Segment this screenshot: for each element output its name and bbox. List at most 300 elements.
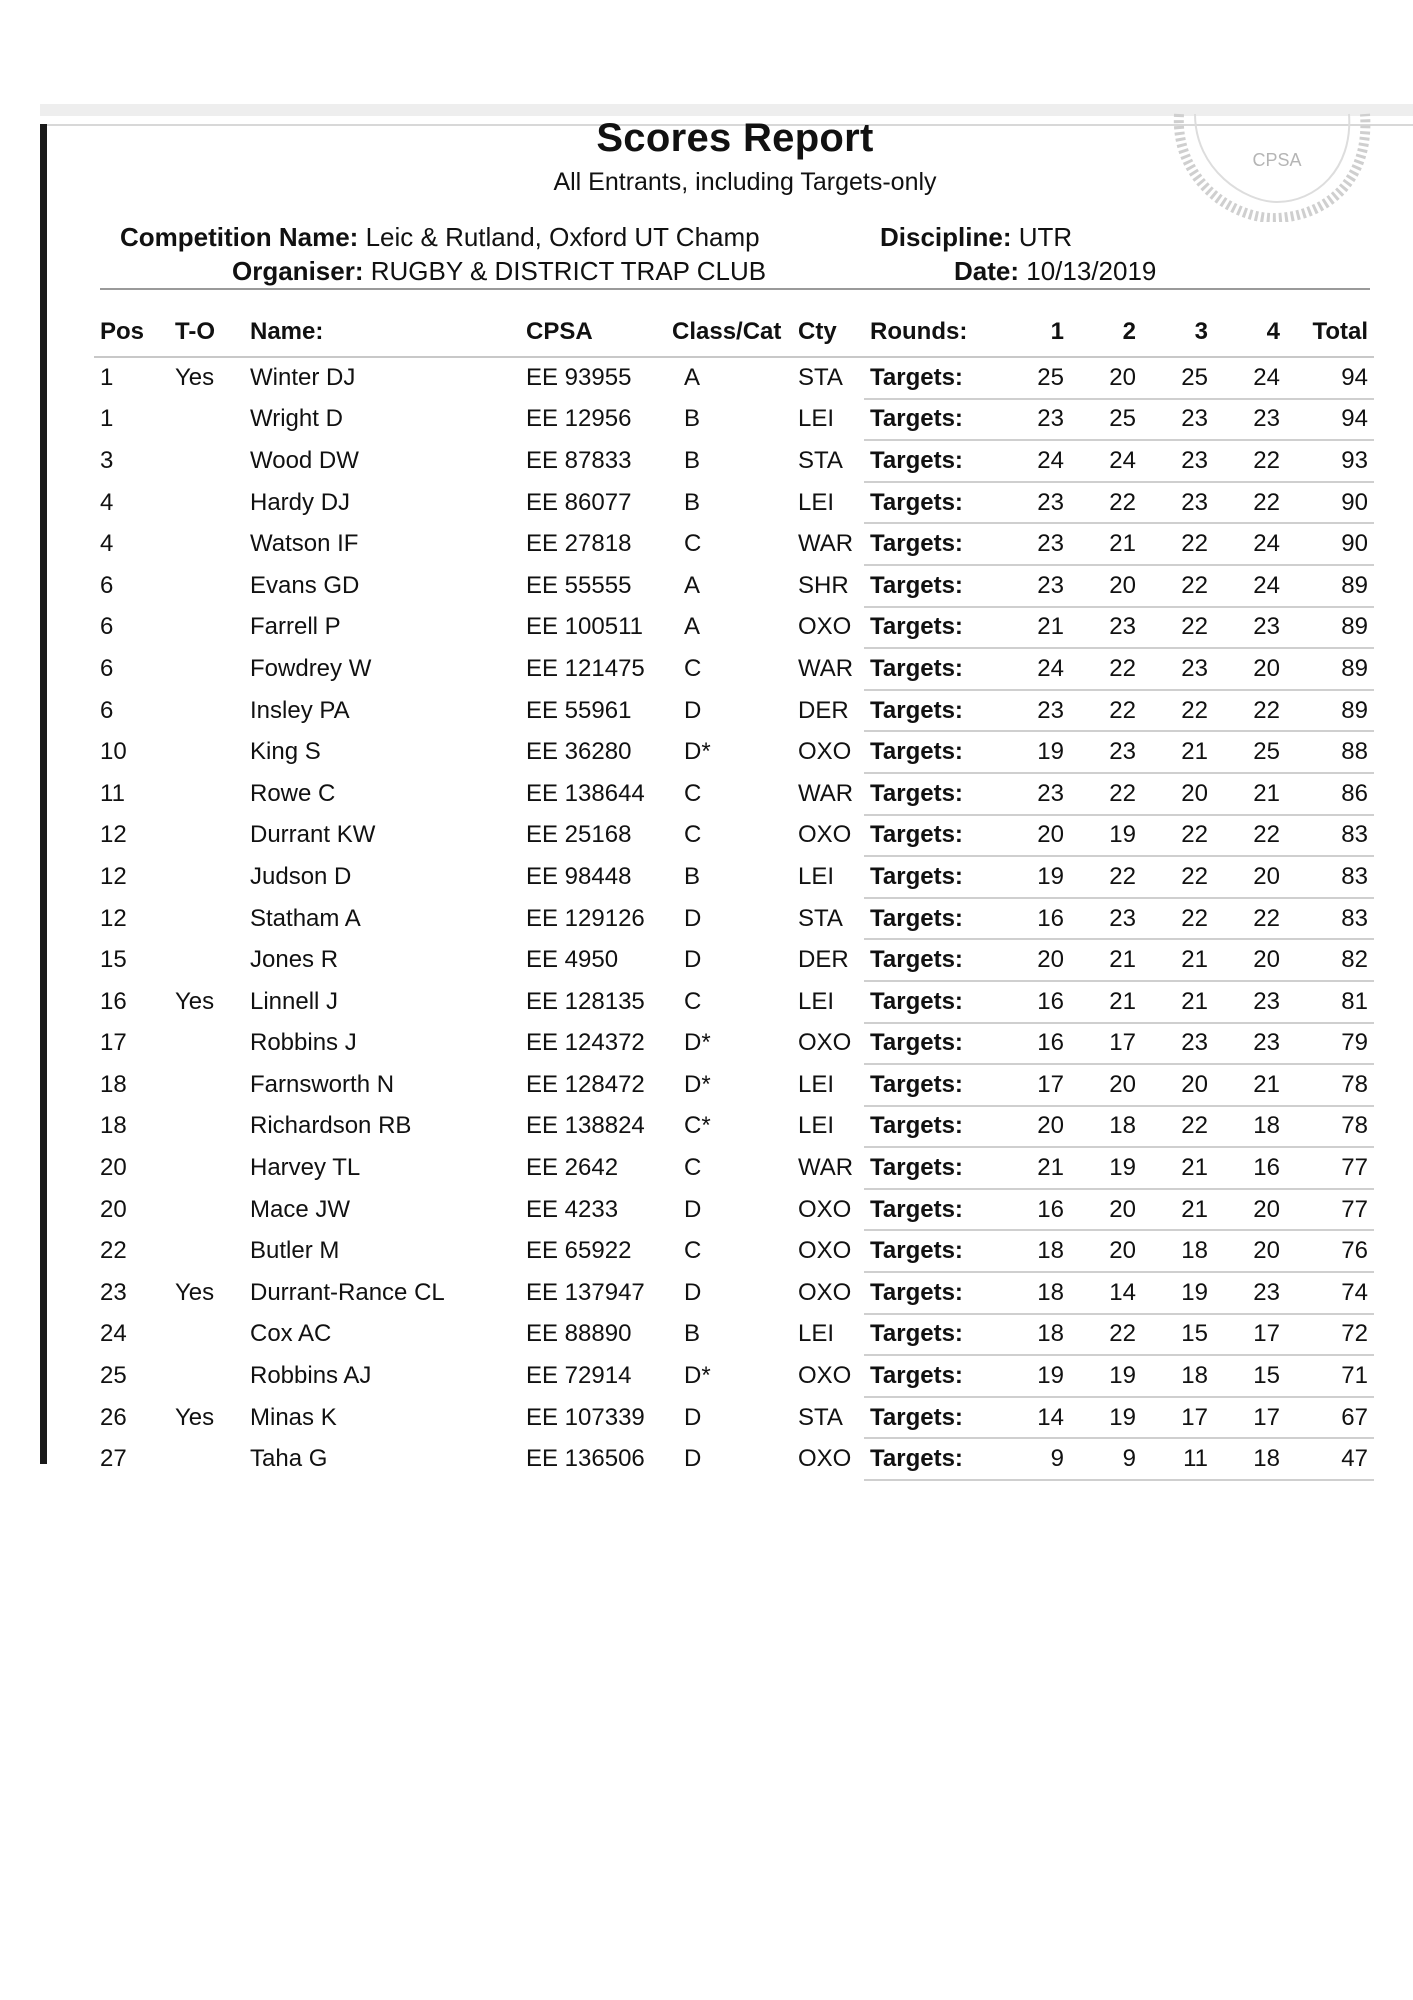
cell-cpsa: EE 65922 [526, 1237, 632, 1265]
cell-class: C [684, 530, 702, 558]
cell-class: C [684, 779, 702, 807]
cell-round-4: 17 [1214, 1314, 1286, 1356]
cell-round-3: 17 [1142, 1397, 1214, 1439]
cell-pos: 12 [100, 862, 127, 890]
table-row [94, 1438, 1374, 1480]
cell-county: OXO [798, 1195, 852, 1223]
cell-rounds-label: Targets: [864, 1189, 994, 1231]
cell-class: A [684, 571, 701, 599]
competition-name-value: Leic & Rutland, Oxford UT Champ [365, 222, 760, 252]
cell-pos: 27 [100, 1445, 127, 1473]
table-row [94, 357, 1374, 399]
cell-total: 94 [1286, 399, 1374, 441]
cell-pos: 17 [100, 1029, 127, 1057]
cell-name: Durrant-Rance CL [250, 1278, 445, 1306]
cell-round-1: 24 [994, 648, 1070, 690]
cell-round-3: 21 [1142, 731, 1214, 773]
cell-county: OXO [798, 1029, 852, 1057]
cell-pos: 25 [100, 1362, 127, 1390]
cell-round-4: 23 [1214, 1272, 1286, 1314]
cell-name: King S [250, 738, 321, 766]
cell-cpsa: EE 107339 [526, 1403, 645, 1431]
cell-pos: 18 [100, 1070, 127, 1098]
organiser-row [232, 256, 766, 287]
cell-pos: 10 [100, 738, 127, 766]
cell-round-4: 25 [1214, 731, 1286, 773]
cell-rounds-label: Targets: [864, 1147, 994, 1189]
cell-county: STA [798, 446, 843, 474]
cell-county: DER [798, 696, 849, 724]
col-header-to: T-O [169, 308, 244, 357]
cell-county: OXO [798, 1237, 852, 1265]
cell-rounds-label: Targets: [864, 1397, 994, 1439]
cell-targets-only [169, 1106, 244, 1148]
cell-pos: 1 [100, 405, 114, 433]
cell-pos: 1 [100, 364, 114, 392]
cell-class: D* [684, 1029, 711, 1057]
col-header-class: Class/Cat [666, 308, 792, 357]
cell-county: WAR [798, 779, 854, 807]
cell-targets-only [169, 939, 244, 981]
cell-round-4: 22 [1214, 898, 1286, 940]
cell-name: Farrell P [250, 613, 341, 641]
cell-total: 47 [1286, 1438, 1374, 1480]
table-row [94, 856, 1374, 898]
cell-total: 72 [1286, 1314, 1374, 1356]
cell-total: 82 [1286, 939, 1374, 981]
cell-round-3: 22 [1142, 690, 1214, 732]
cell-round-4: 24 [1214, 565, 1286, 607]
cell-round-1: 19 [994, 1355, 1070, 1397]
col-header-round-1: 1 [994, 308, 1070, 357]
cell-round-3: 23 [1142, 648, 1214, 690]
table-row [94, 565, 1374, 607]
cell-round-1: 20 [994, 939, 1070, 981]
cell-class: B [684, 446, 701, 474]
cell-targets-only [169, 482, 244, 524]
cell-targets-only [169, 523, 244, 565]
cell-round-3: 23 [1142, 482, 1214, 524]
cell-pos: 12 [100, 904, 127, 932]
cell-pos: 22 [100, 1237, 127, 1265]
cell-county: LEI [798, 488, 835, 516]
cell-class: C* [684, 1112, 711, 1140]
col-header-rounds: Rounds: [864, 308, 994, 357]
cell-round-3: 23 [1142, 440, 1214, 482]
cell-county: WAR [798, 530, 854, 558]
table-header-row [94, 308, 1374, 357]
cell-round-3: 11 [1142, 1438, 1214, 1480]
cell-total: 78 [1286, 1064, 1374, 1106]
cell-class: B [684, 405, 701, 433]
cell-name: Robbins J [250, 1029, 357, 1057]
cell-pos: 12 [100, 821, 127, 849]
cell-cpsa: EE 121475 [526, 654, 645, 682]
cell-class: A [684, 613, 701, 641]
cell-name: Cox AC [250, 1320, 332, 1348]
cell-class: D* [684, 1070, 711, 1098]
cell-round-4: 22 [1214, 482, 1286, 524]
cell-round-3: 22 [1142, 565, 1214, 607]
col-header-name: Name: [244, 308, 520, 357]
cell-round-1: 21 [994, 1147, 1070, 1189]
cell-total: 76 [1286, 1230, 1374, 1272]
cell-round-4: 22 [1214, 690, 1286, 732]
cell-cpsa: EE 4233 [526, 1195, 619, 1223]
cell-class: C [684, 987, 702, 1015]
cell-total: 67 [1286, 1397, 1374, 1439]
cell-rounds-label: Targets: [864, 648, 994, 690]
cell-class: D [684, 696, 702, 724]
cell-round-4: 23 [1214, 399, 1286, 441]
cell-rounds-label: Targets: [864, 1438, 994, 1480]
cell-pos: 26 [100, 1403, 127, 1431]
cell-round-1: 18 [994, 1272, 1070, 1314]
cell-total: 94 [1286, 357, 1374, 399]
cell-total: 88 [1286, 731, 1374, 773]
cell-round-1: 23 [994, 482, 1070, 524]
cell-class: B [684, 488, 701, 516]
cell-name: Richardson RB [250, 1112, 412, 1140]
table-row [94, 939, 1374, 981]
cell-class: D [684, 1195, 702, 1223]
cell-pos: 18 [100, 1112, 127, 1140]
cell-name: Robbins AJ [250, 1362, 372, 1390]
cell-county: LEI [798, 405, 835, 433]
cell-name: Linnell J [250, 987, 339, 1015]
col-header-pos: Pos [94, 308, 169, 357]
col-header-round-4: 4 [1214, 308, 1286, 357]
cell-cpsa: EE 137947 [526, 1278, 645, 1306]
cell-class: D [684, 904, 702, 932]
cell-county: WAR [798, 654, 854, 682]
cell-cpsa: EE 124372 [526, 1029, 645, 1057]
cell-name: Evans GD [250, 571, 360, 599]
cell-round-2: 22 [1070, 773, 1142, 815]
cell-round-2: 21 [1070, 981, 1142, 1023]
cell-round-3: 22 [1142, 898, 1214, 940]
cell-cpsa: EE 55961 [526, 696, 632, 724]
cell-county: STA [798, 1403, 843, 1431]
cell-county: DER [798, 946, 849, 974]
cell-round-2: 24 [1070, 440, 1142, 482]
cell-round-2: 20 [1070, 1064, 1142, 1106]
cell-round-4: 20 [1214, 1230, 1286, 1272]
cell-targets-only [169, 607, 244, 649]
cell-class: B [684, 862, 701, 890]
cell-county: OXO [798, 821, 852, 849]
cell-round-2: 21 [1070, 939, 1142, 981]
cell-round-3: 21 [1142, 939, 1214, 981]
cell-targets-only [169, 399, 244, 441]
cell-round-2: 20 [1070, 565, 1142, 607]
cell-round-4: 20 [1214, 1189, 1286, 1231]
cell-round-4: 24 [1214, 523, 1286, 565]
cell-cpsa: EE 4950 [526, 946, 619, 974]
table-row [94, 981, 1374, 1023]
cell-targets-only [169, 773, 244, 815]
table-row [94, 482, 1374, 524]
cell-name: Butler M [250, 1237, 340, 1265]
cell-rounds-label: Targets: [864, 482, 994, 524]
cell-rounds-label: Targets: [864, 1355, 994, 1397]
table-row [94, 898, 1374, 940]
cell-pos: 6 [100, 654, 114, 682]
cell-total: 83 [1286, 856, 1374, 898]
cell-targets-only [169, 1189, 244, 1231]
cell-name: Hardy DJ [250, 488, 351, 516]
cell-rounds-label: Targets: [864, 399, 994, 441]
table-row [94, 690, 1374, 732]
cell-county: OXO [798, 1278, 852, 1306]
cell-county: LEI [798, 862, 835, 890]
date-value: 10/13/2019 [1026, 256, 1157, 286]
cell-round-2: 22 [1070, 690, 1142, 732]
cell-round-4: 20 [1214, 856, 1286, 898]
organiser-label: Organiser: [232, 256, 364, 286]
table-row [94, 1397, 1374, 1439]
cell-class: D [684, 1445, 702, 1473]
scores-table [94, 308, 1374, 1481]
cell-round-2: 22 [1070, 648, 1142, 690]
table-row [94, 523, 1374, 565]
cell-rounds-label: Targets: [864, 690, 994, 732]
cell-round-3: 22 [1142, 1106, 1214, 1148]
cell-rounds-label: Targets: [864, 981, 994, 1023]
cell-class: B [684, 1320, 701, 1348]
cell-county: WAR [798, 1154, 854, 1182]
cell-targets-only [169, 1438, 244, 1480]
cell-round-1: 19 [994, 731, 1070, 773]
table-row [94, 1314, 1374, 1356]
cell-total: 71 [1286, 1355, 1374, 1397]
cell-rounds-label: Targets: [864, 1314, 994, 1356]
cell-round-3: 22 [1142, 856, 1214, 898]
cell-pos: 3 [100, 446, 114, 474]
cell-targets-only [169, 1314, 244, 1356]
cell-total: 83 [1286, 815, 1374, 857]
cell-round-3: 23 [1142, 399, 1214, 441]
cell-round-2: 17 [1070, 1023, 1142, 1065]
cell-pos: 24 [100, 1320, 127, 1348]
table-row [94, 1230, 1374, 1272]
cell-rounds-label: Targets: [864, 898, 994, 940]
cell-county: LEI [798, 1112, 835, 1140]
cell-cpsa: EE 128135 [526, 987, 645, 1015]
cell-round-4: 24 [1214, 357, 1286, 399]
cell-pos: 4 [100, 488, 114, 516]
cell-name: Mace JW [250, 1195, 351, 1223]
cell-round-4: 21 [1214, 1064, 1286, 1106]
competition-name-label: Competition Name: [120, 222, 359, 252]
cell-county: OXO [798, 738, 852, 766]
cell-round-4: 18 [1214, 1106, 1286, 1148]
cell-name: Taha G [250, 1445, 328, 1473]
cell-rounds-label: Targets: [864, 856, 994, 898]
cell-round-2: 23 [1070, 731, 1142, 773]
cell-round-4: 18 [1214, 1438, 1286, 1480]
cell-rounds-label: Targets: [864, 357, 994, 399]
cell-round-1: 20 [994, 815, 1070, 857]
scores-table-body [94, 357, 1374, 1480]
cell-class: D* [684, 738, 711, 766]
cell-total: 79 [1286, 1023, 1374, 1065]
cell-round-1: 16 [994, 1023, 1070, 1065]
cell-rounds-label: Targets: [864, 1023, 994, 1065]
cell-round-1: 23 [994, 690, 1070, 732]
cell-round-4: 23 [1214, 981, 1286, 1023]
cell-round-4: 23 [1214, 1023, 1286, 1065]
cell-cpsa: EE 88890 [526, 1320, 632, 1348]
cpsa-seal-text: CPSA [1252, 150, 1302, 170]
cell-targets-only [169, 815, 244, 857]
cell-cpsa: EE 93955 [526, 364, 632, 392]
cell-round-4: 15 [1214, 1355, 1286, 1397]
cell-pos: 6 [100, 571, 114, 599]
cell-pos: 11 [100, 779, 125, 807]
cell-class: C [684, 821, 702, 849]
cell-total: 89 [1286, 690, 1374, 732]
cell-name: Wood DW [250, 446, 359, 474]
cell-round-3: 22 [1142, 607, 1214, 649]
table-row [94, 1023, 1374, 1065]
cell-round-4: 17 [1214, 1397, 1286, 1439]
table-row [94, 731, 1374, 773]
cell-targets-only [169, 898, 244, 940]
cell-rounds-label: Targets: [864, 773, 994, 815]
cell-county: STA [798, 364, 843, 392]
col-header-round-2: 2 [1070, 308, 1142, 357]
cell-cpsa: EE 136506 [526, 1445, 645, 1473]
date-label: Date: [954, 256, 1020, 286]
cell-round-4: 22 [1214, 815, 1286, 857]
col-header-cty: Cty [792, 308, 864, 357]
cell-pos: 23 [100, 1278, 127, 1306]
cell-round-1: 17 [994, 1064, 1070, 1106]
cell-round-1: 9 [994, 1438, 1070, 1480]
cell-round-3: 21 [1142, 981, 1214, 1023]
table-row [94, 1355, 1374, 1397]
cell-name: Rowe C [250, 779, 336, 807]
cell-targets-only [169, 1355, 244, 1397]
cell-class: D [684, 946, 702, 974]
cell-name: Wright D [250, 405, 343, 433]
cell-pos: 20 [100, 1154, 127, 1182]
cell-round-2: 19 [1070, 815, 1142, 857]
cell-round-3: 18 [1142, 1230, 1214, 1272]
discipline-value: UTR [1018, 222, 1073, 252]
table-row [94, 648, 1374, 690]
cell-cpsa: EE 55555 [526, 571, 632, 599]
cell-name: Insley PA [250, 696, 350, 724]
cell-round-4: 21 [1214, 773, 1286, 815]
cell-round-4: 16 [1214, 1147, 1286, 1189]
cell-total: 74 [1286, 1272, 1374, 1314]
cell-name: Durrant KW [250, 821, 376, 849]
cell-total: 89 [1286, 648, 1374, 690]
cell-round-1: 21 [994, 607, 1070, 649]
date-row [954, 256, 1156, 287]
cell-round-2: 19 [1070, 1355, 1142, 1397]
cell-round-1: 14 [994, 1397, 1070, 1439]
cell-county: LEI [798, 1070, 835, 1098]
cell-round-2: 18 [1070, 1106, 1142, 1148]
cell-name: Farnsworth N [250, 1070, 395, 1098]
table-row [94, 399, 1374, 441]
cell-rounds-label: Targets: [864, 440, 994, 482]
cell-round-2: 23 [1070, 898, 1142, 940]
report-title: Scores Report [596, 116, 874, 160]
col-header-total: Total [1286, 308, 1374, 357]
cell-name: Statham A [250, 904, 361, 932]
cell-round-3: 20 [1142, 773, 1214, 815]
cell-round-1: 19 [994, 856, 1070, 898]
competition-name-row [120, 222, 760, 253]
cell-total: 89 [1286, 565, 1374, 607]
cell-rounds-label: Targets: [864, 1106, 994, 1148]
cell-round-3: 18 [1142, 1355, 1214, 1397]
cell-rounds-label: Targets: [864, 815, 994, 857]
cell-targets-only [169, 1147, 244, 1189]
cell-rounds-label: Targets: [864, 1064, 994, 1106]
cell-county: SHR [798, 571, 849, 599]
cell-targets-only: Yes [175, 1403, 215, 1431]
cell-pos: 6 [100, 613, 114, 641]
cell-total: 78 [1286, 1106, 1374, 1148]
cell-targets-only [169, 565, 244, 607]
cell-round-2: 23 [1070, 607, 1142, 649]
cell-targets-only: Yes [175, 1278, 215, 1306]
table-row [94, 773, 1374, 815]
cell-pos: 20 [100, 1195, 127, 1223]
table-row [94, 1147, 1374, 1189]
cell-round-1: 25 [994, 357, 1070, 399]
cell-class: C [684, 1237, 702, 1265]
cell-total: 93 [1286, 440, 1374, 482]
cell-name: Judson D [250, 862, 352, 890]
table-row [94, 815, 1374, 857]
cell-round-2: 20 [1070, 1189, 1142, 1231]
cell-round-2: 25 [1070, 399, 1142, 441]
cell-name: Minas K [250, 1403, 337, 1431]
cell-round-3: 22 [1142, 815, 1214, 857]
cell-rounds-label: Targets: [864, 1272, 994, 1314]
cell-round-4: 20 [1214, 648, 1286, 690]
cell-round-1: 16 [994, 898, 1070, 940]
cell-round-1: 18 [994, 1314, 1070, 1356]
cell-total: 83 [1286, 898, 1374, 940]
cell-round-2: 22 [1070, 1314, 1142, 1356]
cell-round-3: 23 [1142, 1023, 1214, 1065]
cell-cpsa: EE 27818 [526, 530, 632, 558]
cell-round-4: 22 [1214, 440, 1286, 482]
cell-rounds-label: Targets: [864, 731, 994, 773]
cell-targets-only [169, 731, 244, 773]
cell-rounds-label: Targets: [864, 607, 994, 649]
cell-county: LEI [798, 987, 835, 1015]
cell-total: 77 [1286, 1189, 1374, 1231]
table-row [94, 440, 1374, 482]
cell-targets-only: Yes [175, 364, 215, 392]
table-row [94, 1272, 1374, 1314]
cell-round-2: 20 [1070, 1230, 1142, 1272]
cell-targets-only [169, 648, 244, 690]
cell-round-1: 16 [994, 1189, 1070, 1231]
cell-class: D* [684, 1362, 711, 1390]
cell-class: D [684, 1278, 702, 1306]
cell-cpsa: EE 86077 [526, 488, 632, 516]
cell-cpsa: EE 36280 [526, 738, 632, 766]
